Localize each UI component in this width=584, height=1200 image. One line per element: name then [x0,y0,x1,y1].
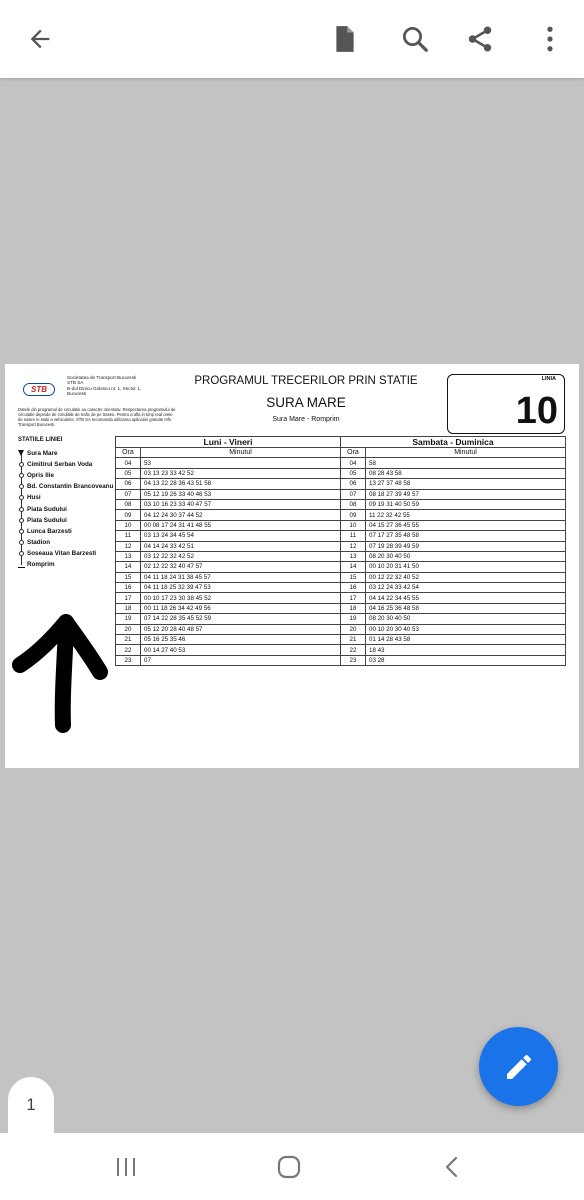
station-item [18,537,50,548]
station-item [18,481,113,492]
search-icon[interactable] [395,19,435,59]
schedule-body [116,458,566,666]
minutes-cell: 53 [141,458,341,468]
edit-fab-button[interactable] [479,1027,558,1106]
minutes-cell: 08 20 30 40 50 [366,614,566,624]
station-marker-icon [19,529,24,534]
station-name: Bd. Constantin Brancoveanu [27,483,114,491]
table-row [116,583,566,593]
more-vert-icon[interactable] [530,19,570,59]
line-box [447,374,565,434]
hour-cell: 09 [341,510,366,520]
minutes-cell: 04 13 22 28 36 43 51 58 [141,479,341,489]
table-row [116,479,566,489]
minutes-cell: 03 10 16 23 33 40 47 57 [141,499,341,509]
hour-cell: 21 [116,635,141,645]
table-row [116,551,566,561]
nav-back-icon[interactable] [432,1151,472,1183]
schedule-note: Datele din programul de circulatie au caracter orientativ. Respectarea programului de circulatie depinde de conditiile de trafic de pe traseu. Pentru a afla in timp real orele de sosire in statii a vehiculelor, STB SA recomanda utilizarea aplicatiei gratuite Info Transport Bucuresti [18,407,176,427]
minutes-cell: 00 10 17 23 30 38 45 52 [141,593,341,603]
hour-cell: 10 [116,520,141,530]
hour-header: Ora [116,448,141,458]
hour-cell: 22 [341,645,366,655]
station-name: Romprim [27,561,55,568]
station-item [18,515,67,526]
recents-icon[interactable] [106,1151,146,1183]
hour-cell: 13 [116,551,141,561]
minutes-cell: 03 12 22 32 42 52 [141,551,341,561]
station-marker-icon [19,518,24,523]
hour-cell: 07 [116,489,141,499]
minutes-cell: 03 13 23 33 42 52 [141,468,341,478]
station-title: SURA MARE [266,395,346,410]
minutes-cell: 04 15 27 36 45 55 [366,520,566,530]
station-name: Opris Ilie [27,472,54,480]
station-item [18,459,92,470]
minutes-cell: 00 10 20 30 40 53 [366,624,566,634]
company-info: Societatea de Transport Bucuresti STB SA B-dul Dinicu Golescu nr. 1, Sector 1, Bucuresti [67,375,142,396]
minutes-cell: 58 [366,458,566,468]
document-title: PROGRAMUL TRECERILOR PRIN STATIE [194,375,418,387]
minutes-cell: 09 19 31 40 50 59 [366,499,566,509]
pencil-icon [503,1051,535,1083]
hour-cell: 19 [341,614,366,624]
hour-cell: 20 [116,624,141,634]
hour-cell: 13 [341,551,366,561]
station-marker-icon [19,507,24,512]
hour-cell: 18 [341,603,366,613]
station-item [18,559,55,570]
minutes-cell: 04 14 22 34 45 55 [366,593,566,603]
hour-cell: 17 [116,593,141,603]
app-bar [0,0,584,78]
minute-header: Minutul [366,448,566,458]
minutes-cell: 08 28 43 58 [366,468,566,478]
minutes-cell: 03 28 [366,655,566,665]
station-name: Lunca Barzesti [27,527,72,535]
hour-cell: 05 [116,468,141,478]
hour-cell: 21 [341,635,366,645]
minutes-cell: 00 14 27 40 53 [141,645,341,655]
table-row [116,499,566,509]
table-row [116,603,566,613]
table-row [116,520,566,530]
minutes-cell: 04 16 25 36 48 58 [366,603,566,613]
table-row [116,531,566,541]
minutes-cell: 07 [141,655,341,665]
station-marker-icon [19,484,24,489]
station-name: Stadion [27,538,51,546]
minutes-cell: 00 12 22 32 40 52 [366,572,566,582]
stations-header: STATIILE LINIEI [18,437,63,443]
hour-cell: 04 [116,458,141,468]
station-name: Cimitirul Serban Voda [27,461,93,469]
hour-cell: 08 [116,499,141,509]
minutes-cell: 05 16 25 35 46 [141,635,341,645]
minutes-cell: 04 11 18 24 31 38 45 57 [141,572,341,582]
hour-cell: 14 [116,562,141,572]
station-name: Piata Sudului [27,516,67,524]
back-arrow-icon[interactable] [20,19,60,59]
hour-cell: 20 [341,624,366,634]
station-list [18,448,118,572]
station-name: Soseaua Vitan Barzesti [27,549,97,557]
station-marker-icon [18,567,25,568]
minutes-cell: 18 43 [366,645,566,655]
station-marker-icon [19,473,24,478]
hour-cell: 10 [341,520,366,530]
table-row [116,510,566,520]
minutes-cell: 00 08 17 24 31 41 48 55 [141,520,341,530]
minutes-cell: 07 19 28 39 49 59 [366,541,566,551]
hour-cell: 17 [341,593,366,603]
minutes-cell: 05 12 20 28 40 48 57 [141,624,341,634]
minutes-cell: 00 10 20 31 41 50 [366,562,566,572]
minutes-cell: 08 20 30 40 50 [366,551,566,561]
hour-cell: 22 [116,645,141,655]
hour-cell: 18 [116,603,141,613]
table-row [116,593,566,603]
hour-cell: 15 [341,572,366,582]
minutes-cell: 03 12 24 33 42 54 [366,583,566,593]
station-marker-icon [19,551,24,556]
table-row [116,655,566,665]
hour-cell: 06 [116,479,141,489]
hour-header: Ora [341,448,366,458]
page-indicator[interactable]: 1 [8,1077,54,1133]
station-item [18,470,54,481]
line-label: LINIA [541,376,556,382]
station-name: Piata Sudului [27,505,67,513]
hour-cell: 19 [116,614,141,624]
minutes-cell: 04 11 18 25 32 39 47 53 [141,583,341,593]
minutes-cell: 01 14 28 43 58 [366,635,566,645]
hour-cell: 04 [341,458,366,468]
station-item [18,504,67,515]
schedule-table [115,436,566,666]
hour-cell: 11 [341,531,366,541]
station-name: Husi [27,494,41,502]
system-nav-bar [0,1133,584,1200]
minutes-cell: 08 18 27 39 49 57 [366,489,566,499]
station-item [18,548,96,559]
hour-cell: 16 [116,583,141,593]
minutes-cell: 07 14 22 28 35 45 52 59 [141,614,341,624]
minutes-cell: 13 27 37 48 58 [366,479,566,489]
minutes-cell: 04 12 24 30 37 44 52 [141,510,341,520]
hour-cell: 23 [116,655,141,665]
hand-drawn-arrow-icon [0,600,120,740]
hour-cell: 05 [341,468,366,478]
minutes-cell: 04 14 24 33 42 51 [141,541,341,551]
station-marker-icon [19,462,24,467]
minutes-cell: 02 12 22 32 40 47 57 [141,562,341,572]
minutes-cell: 07 17 27 35 48 58 [366,531,566,541]
station-name: Sura Mare [27,450,58,457]
hour-cell: 09 [116,510,141,520]
table-row [116,624,566,634]
table-row [116,458,566,468]
station-item [18,526,72,537]
stb-logo: STB [23,383,55,396]
hour-cell: 11 [116,531,141,541]
table-row [116,645,566,655]
hour-cell: 16 [341,583,366,593]
home-icon[interactable] [269,1151,309,1183]
minutes-cell: 05 12 19 26 33 40 46 53 [141,489,341,499]
table-row [116,635,566,645]
hour-cell: 14 [341,562,366,572]
station-marker-icon [19,495,24,500]
hour-cell: 23 [341,655,366,665]
document-icon[interactable] [325,19,365,59]
station-marker-icon [18,450,24,456]
station-item [18,448,57,459]
station-item [18,492,41,503]
weekday-header: Luni - Vineri [116,437,341,448]
minutes-cell: 11 22 32 42 55 [366,510,566,520]
station-marker-icon [19,540,24,545]
route-label: Sura Mare - Romprim [272,416,340,423]
hour-cell: 12 [116,541,141,551]
hour-cell: 12 [341,541,366,551]
hour-cell: 08 [341,499,366,509]
line-number: 10 [515,390,558,432]
table-row [116,468,566,478]
minutes-cell: 03 13 24 34 45 54 [141,531,341,541]
hour-cell: 06 [341,479,366,489]
weekend-header: Sambata - Duminica [341,437,566,448]
hour-cell: 07 [341,489,366,499]
table-row [116,541,566,551]
hour-cell: 15 [116,572,141,582]
table-row [116,614,566,624]
minutes-cell: 00 11 18 26 34 42 49 56 [141,603,341,613]
table-row [116,572,566,582]
minute-header: Minutul [141,448,341,458]
table-row [116,489,566,499]
table-row [116,562,566,572]
share-icon[interactable] [460,19,500,59]
